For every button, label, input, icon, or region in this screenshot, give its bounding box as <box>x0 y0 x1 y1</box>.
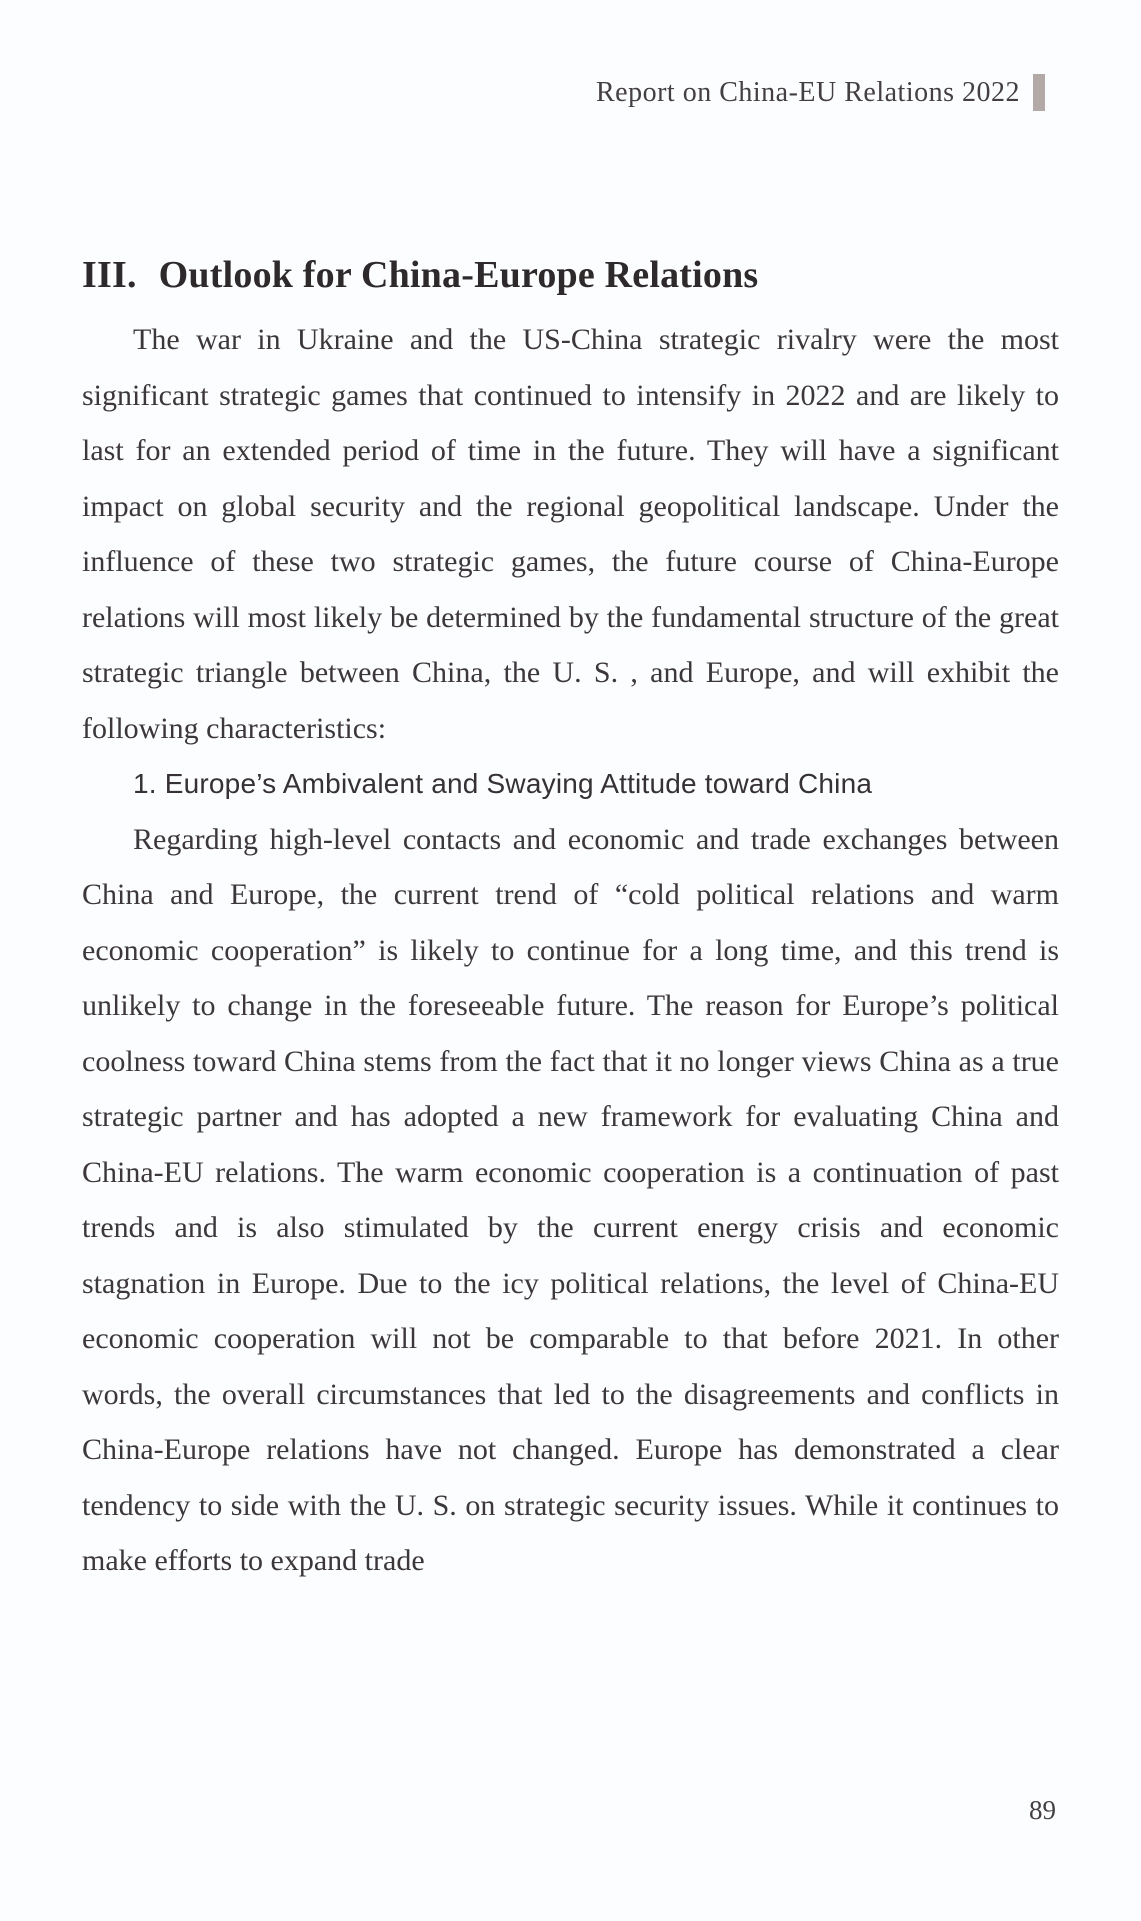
body-text <box>82 312 1059 1589</box>
section-number: III. <box>82 254 137 297</box>
running-header-title: Report on China-EU Relations 2022 <box>595 76 1020 108</box>
page-number: 89 <box>1029 1795 1056 1825</box>
header-accent-bar <box>1033 74 1045 111</box>
paragraph-2: Regarding high-level contacts and economic and trade exchanges between China and Europe, the current trend of “cold political relations and warm economic cooperation” is likely to continue for a long time, and this trend is unlikely to change in the foreseeable future. The reason for Europe’s political coolness toward China stems from the fact that it no longer views China as a true strategic partner and has adopted a new framework for evaluating China and China-EU relations. The warm economic cooperation is a continuation of past trends and is also stimulated by the current energy crisis and economic stagnation in Europe. Due to the icy political relations, the level of China-EU economic cooperation will not be comparable to that before 2021. In other words, the overall circumstances that led to the disagreements and conflicts in China-Europe relations have not changed. Europe has demonstrated a clear tendency to side with the U. S. on strategic security issues. While it continues to make efforts to expand trade <box>82 822 1059 1577</box>
running-header <box>596 74 1045 111</box>
section-title-text: Outlook for China-Europe Relations <box>158 254 759 297</box>
section-title <box>82 253 1059 297</box>
paragraph-1: The war in Ukraine and the US-China strategic rivalry were the most significant strategic games that continued to intensify in 2022 and are likely to last for an extended period of time in the future. They will have a significant impact on global security and the regional geopolitical landscape. Under the influence of these two strategic games, the future course of China-Europe relations will most likely be determined by the fundamental structure of the great strategic triangle between China, the U. S. , and Europe, and will exhibit the following characteristics: <box>82 323 1059 745</box>
subsection-heading-1: 1. Europe’s Ambivalent and Swaying Attitude toward China <box>133 768 873 799</box>
